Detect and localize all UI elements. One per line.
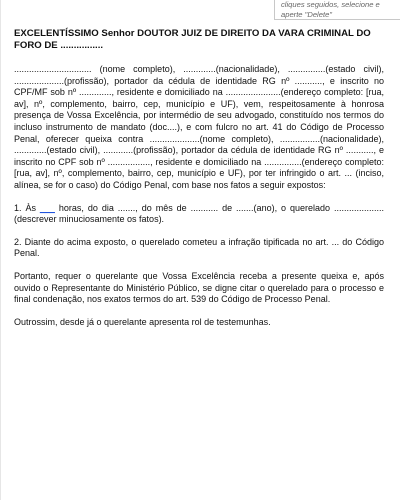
delete-hint-tooltip <box>274 0 400 20</box>
fact-item-1-prefix: 1. Às <box>14 202 36 213</box>
document-page <box>14 28 384 339</box>
fact-item-1-text: horas, do dia ......., do mês de ........... de .......(ano), o querelado ....................(descrever minuciosamente os fatos). <box>14 202 384 225</box>
fact-item-2: 2. Diante do acima exposto, o querelado cometeu a infração tipificada no art. ... do Código Penal. <box>14 236 384 259</box>
request-paragraph: Portanto, requer o querelante que Vossa Excelência receba a presente queixa e, após ouvido o Representante do Ministério Público, se digne citar o querelado para o processo e final condenação, nos exatos termos do art. 539 do Código de Processo Penal. <box>14 270 384 305</box>
page-edge <box>0 0 1 500</box>
hour-blank-field[interactable]: ___ <box>39 202 55 213</box>
tooltip-line-2: aperte "Delete" <box>281 10 332 19</box>
fact-item-1 <box>14 203 384 226</box>
tooltip-line-1: cliques seguidos, selecione e <box>281 0 380 9</box>
closing-paragraph: Outrossim, desde já o querelante apresenta rol de testemunhas. <box>14 316 271 327</box>
intro-paragraph: ............................... (nome completo), .............(nacionalidade), ...............(estado civil), ....................(profissão), portador da cédula de identidade RG nº ..........., e inscrito no CPF/MF sob nº ............., residente e domiciliado na ......................(endereço completo: [rua, av], nº, complemento, bairro, cep, município e UF), vem, respeitosamente à honrosa presença de Vossa Excelência, por intermédio de seu advogado, constituído nos termos do incluso instrumento de mandato (doc....), e com fulcro no art. 41 do Código de Processo Penal, oferecer queixa contra ....................(nome completo), ................(nacionalidade), .............(estado civil), ............(profissão), portador da cédula de identidade RG nº ..........., e inscrito no CPF sob nº ................., residente e domiciliado na ...............(endereço completo: [rua, av], nº, complemento, bairro, cep, município e UF), por ter infringido o art. ... (inciso, alínea, se for o caso) do Código Penal, com base nos fatos a seguir expostos: <box>14 64 384 190</box>
document-title: EXCELENTÍSSIMO Senhor DOUTOR JUIZ DE DIREITO DA VARA CRIMINAL DO FORO DE ................ <box>14 28 371 51</box>
